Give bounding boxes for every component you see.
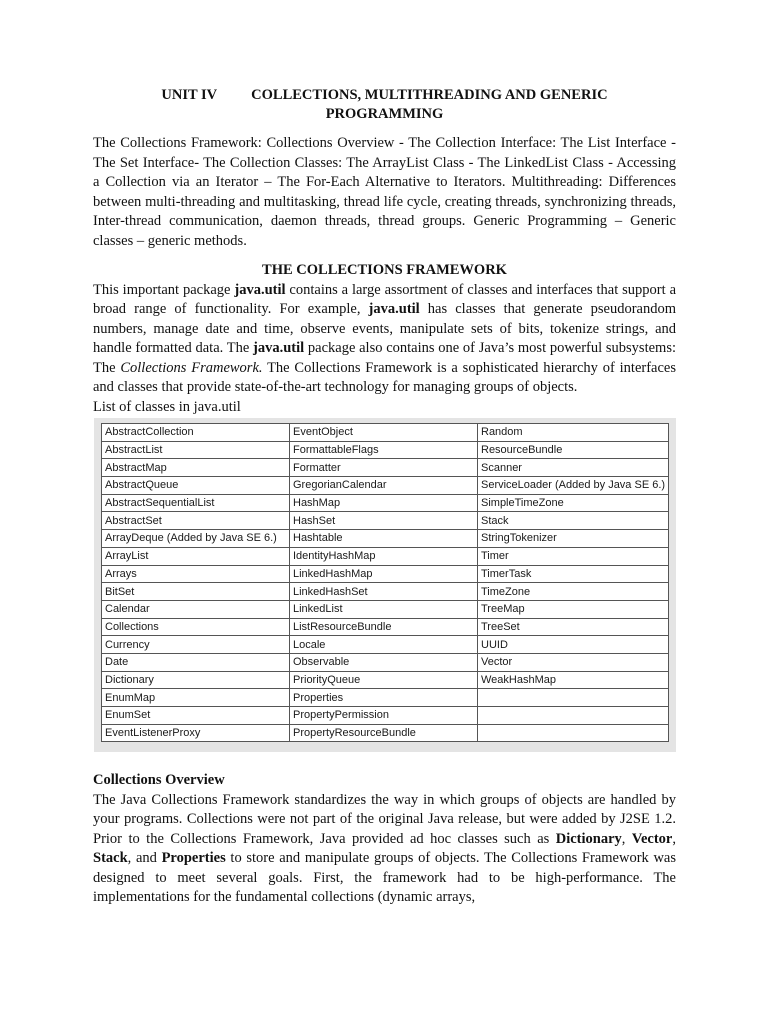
dictionary-term: Dictionary	[555, 830, 622, 847]
table-cell: PriorityQueue	[290, 671, 478, 689]
table-cell: EventListenerProxy	[102, 724, 290, 742]
table-cell: LinkedHashMap	[290, 565, 478, 583]
table-cell	[478, 707, 669, 725]
table-cell: PropertyResourceBundle	[290, 724, 478, 742]
table-cell: LinkedList	[290, 600, 478, 618]
table-row	[102, 512, 669, 530]
table-cell: PropertyPermission	[290, 707, 478, 725]
table-cell: HashSet	[290, 512, 478, 530]
unit-syllabus-paragraph: The Collections Framework: Collections Overview - The Collection Interface: The List Interface - The Set Interface- The Collection Classes: The ArrayList Class - The LinkedList Class - Accessing a Collection via an Iterator – The For-Each Alternative to Iterators. Multithreading: Differences between multi-threading and multitasking, thread life cycle, creating threads, synchronizing threads, Inter-thread communication, daemon threads, thread groups. Generic Programming – Generic classes – generic methods.	[93, 135, 676, 249]
table-cell: HashMap	[290, 494, 478, 512]
table-cell: TreeSet	[478, 618, 669, 636]
document-page	[93, 86, 676, 908]
table-cell: LinkedHashSet	[290, 583, 478, 601]
table-cell: FormattableFlags	[290, 441, 478, 459]
table-row	[102, 707, 669, 725]
table-cell: AbstractQueue	[102, 477, 290, 495]
table-cell: Calendar	[102, 600, 290, 618]
table-cell: Collections	[102, 618, 290, 636]
unit-title-line2: PROGRAMMING	[325, 106, 444, 122]
collections-framework-term: Collections Framework.	[120, 359, 263, 376]
section-heading-collections-overview: Collections Overview	[93, 772, 225, 788]
java-util-term: java.util	[253, 340, 305, 356]
table-cell: GregorianCalendar	[290, 477, 478, 495]
table-cell: Stack	[478, 512, 669, 530]
table-row	[102, 671, 669, 689]
table-cell: EnumSet	[102, 707, 290, 725]
table-cell: EventObject	[290, 424, 478, 442]
table-row	[102, 565, 669, 583]
table-row	[102, 636, 669, 654]
table-cell: Vector	[478, 653, 669, 671]
table-cell: TimerTask	[478, 565, 669, 583]
java-util-classes-table	[101, 423, 669, 742]
table-cell: StringTokenizer	[478, 530, 669, 548]
table-cell: Arrays	[102, 565, 290, 583]
properties-term: Properties	[161, 850, 226, 866]
table-row	[102, 477, 669, 495]
table-cell: Properties	[290, 689, 478, 707]
table-cell: SimpleTimeZone	[478, 494, 669, 512]
table-row	[102, 424, 669, 442]
table-cell: AbstractSequentialList	[102, 494, 290, 512]
table-cell: Currency	[102, 636, 290, 654]
table-row	[102, 724, 669, 742]
table-cell: UUID	[478, 636, 669, 654]
table-cell: Random	[478, 424, 669, 442]
table-cell	[478, 724, 669, 742]
table-cell: IdentityHashMap	[290, 547, 478, 565]
table-row	[102, 583, 669, 601]
table-cell: ListResourceBundle	[290, 618, 478, 636]
table-cell: Dictionary	[102, 671, 290, 689]
table-cell: BitSet	[102, 583, 290, 601]
unit-label: UNIT IV	[161, 87, 218, 103]
table-cell: TimeZone	[478, 583, 669, 601]
table-cell: WeakHashMap	[478, 671, 669, 689]
table-cell: Timer	[478, 547, 669, 565]
table-cell: Hashtable	[290, 530, 478, 548]
table-cell	[478, 689, 669, 707]
collections-framework-paragraph: This important package java.util contains a large assortment of classes and interfaces that support a broad range of functionality. For example, java.util has classes that generate pseudorandom numbers, manage date and time, observe events, manipulate sets of bits, tokenize strings, and handle formatted data. The java.util package also contains one of Java’s most powerful subsystems: The Collections Framework. The Collections Framework is a sophisticated hierarchy of interfaces and classes that provide state-of-the-art technology for managing groups of objects.	[93, 281, 677, 395]
table-row	[102, 530, 669, 548]
table-cell: Observable	[290, 653, 478, 671]
table-cell: TreeMap	[478, 600, 669, 618]
section-heading-collections-framework: THE COLLECTIONS FRAMEWORK	[262, 262, 507, 278]
table-cell: Formatter	[290, 459, 478, 477]
table-cell: AbstractList	[102, 441, 290, 459]
table-row	[102, 441, 669, 459]
table-row	[102, 618, 669, 636]
table-row	[102, 459, 669, 477]
collections-overview-paragraph: The Java Collections Framework standardizes the way in which groups of objects are handled by your programs. Collections were not part of the original Java release, but were added by J2SE 1.2. Prior to the Collections Framework, Java provided ad hoc classes such as Dictionary, Vector, Stack, and Properties to store and manipulate groups of objects. The Collections Framework was designed to meet several goals. First, the framework had to be high-performance. The implementations for the fundamental collections (dynamic arrays,	[93, 791, 676, 905]
table-row	[102, 547, 669, 565]
table-row	[102, 689, 669, 707]
table-cell: Scanner	[478, 459, 669, 477]
table-cell: Locale	[290, 636, 478, 654]
unit-title	[93, 86, 676, 124]
vector-term: Vector	[631, 830, 673, 847]
table-cell: ArrayDeque (Added by Java SE 6.)	[102, 530, 290, 548]
table-cell: EnumMap	[102, 689, 290, 707]
table-row	[102, 600, 669, 618]
table-cell: AbstractCollection	[102, 424, 290, 442]
java-util-term: java.util	[234, 281, 286, 298]
table-row	[102, 653, 669, 671]
list-caption: List of classes in java.util	[93, 398, 241, 415]
unit-title-line1: COLLECTIONS, MULTITHREADING AND GENERIC	[251, 87, 608, 103]
table-cell: AbstractSet	[102, 512, 290, 530]
classes-table-panel	[94, 418, 676, 752]
table-cell: AbstractMap	[102, 459, 290, 477]
table-cell: Date	[102, 653, 290, 671]
table-cell: ServiceLoader (Added by Java SE 6.)	[478, 477, 669, 495]
table-cell: ResourceBundle	[478, 441, 669, 459]
stack-term: Stack	[93, 850, 128, 866]
table-row	[102, 494, 669, 512]
java-util-term: java.util	[368, 301, 420, 317]
table-cell: ArrayList	[102, 547, 290, 565]
